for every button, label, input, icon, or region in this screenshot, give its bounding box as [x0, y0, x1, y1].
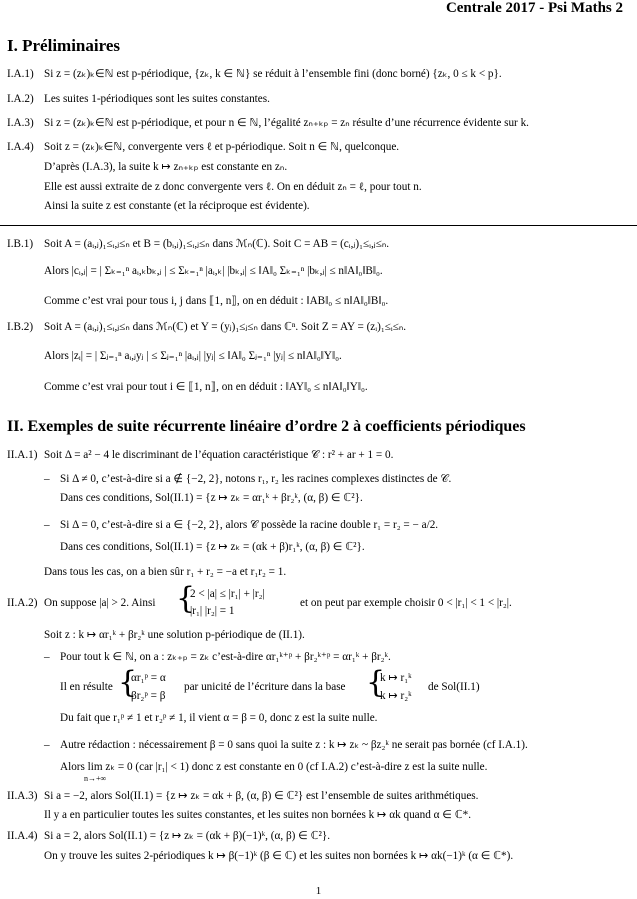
item-text: Soit z = (zₖ)ₖ∈ℕ, convergente vers ℓ et p-périodique. Soit n ∈ ℕ, quelconque.: [44, 141, 400, 153]
item-text: D’après (I.A.3), la suite k ↦ zₙ₊ₖₚ est constante en zₙ.: [44, 161, 288, 173]
item-text: Il en résulte: [60, 681, 113, 693]
formula-text: Alors |cᵢ,ⱼ| = | Σₖ₌₁ⁿ aᵢ,ₖbₖ,ⱼ | ≤ Σₖ₌₁ⁿ |aᵢ,ₖ| |bₖ,ⱼ| ≤ ‖A‖₀ Σₖ₌₁ⁿ |bₖ,ⱼ| ≤ n‖A‖₀‖B‖₀.: [44, 265, 383, 277]
system-line-1: 2 < |a| ≤ |r₁| + |r₂|: [190, 588, 265, 600]
item-text: Dans ces conditions, Sol(II.1) = {z ↦ zₖ = (αk + β)r₁ᵏ, (α, β) ∈ ℂ²}.: [60, 541, 365, 553]
item-text: Ainsi la suite z est constante (et la réciproque est évidente).: [44, 200, 310, 212]
item-text: Si z = (zₖ)ₖ∈ℕ est p-périodique, {zₖ, k ∈ ℕ} se réduit à l’ensemble fini (donc borné) {zₖ, 0 ≤ k < p}.: [44, 68, 502, 80]
item-label: I.A.3): [7, 117, 34, 129]
item-text: Si Δ = 0, c’est-à-dire si a ∈ {−2, 2}, alors 𝒞 possède la racine double r₁ = r₂ = − a/2.: [60, 519, 439, 531]
item-text: Si a = 2, alors Sol(II.1) = {z ↦ zₖ = (αk + β)(−1)ᵏ, (α, β) ∈ ℂ²}.: [44, 830, 331, 842]
item-label: II.A.4): [7, 830, 38, 842]
basis-line-2: k ↦ r₂ᵏ: [380, 690, 412, 702]
page-number: 1: [315, 885, 322, 897]
item-text: Soit A = (aᵢ,ⱼ)₁≤ᵢ,ⱼ≤ₙ et B = (bᵢ,ⱼ)₁≤ᵢ,ⱼ≤ₙ dans ℳₙ(ℂ). Soit C = AB = (cᵢ,ⱼ)₁≤ᵢ,ⱼ≤ₙ.: [44, 238, 390, 250]
item-text: Alors lim zₖ = 0 (car |r₁| < 1) donc z est constante en 0 (cf I.A.2) c’est-à-dire z est la suite nulle.: [60, 761, 488, 773]
item-label: II.A.2): [7, 597, 38, 609]
system-line-2: |r₁| |r₂| = 1: [190, 605, 235, 617]
item-text: On y trouve les suites 2-périodiques k ↦ β(−1)ᵏ (β ∈ ℂ) et les suites non bornées k ↦ αk(−1)ᵏ (α ∈ ℂ*).: [44, 850, 514, 862]
item-text: Autre rédaction : nécessairement β = 0 sans quoi la suite z : k ↦ zₖ ~ βz₂ᵏ ne serait pas bornée (cf I.A.1).: [60, 739, 528, 751]
item-text: Elle est aussi extraite de z donc convergente vers ℓ. On en déduit zₙ = ℓ, pour tout n.: [44, 181, 422, 193]
item-text: Soit z : k ↦ αr₁ᵏ + βr₂ᵏ une solution p-périodique de (II.1).: [44, 629, 305, 641]
bullet-dash: –: [44, 739, 50, 751]
system-line-1: αr₁ᵖ = α: [131, 672, 166, 684]
item-label: II.A.3): [7, 790, 38, 802]
item-text: Si a = −2, alors Sol(II.1) = {z ↦ zₖ = αk + β, (α, β) ∈ ℂ²} est l’ensemble de suites arithmétiques.: [44, 790, 479, 802]
bullet-dash: –: [44, 651, 50, 663]
item-text: Dans tous les cas, on a bien sûr r₁ + r₂ = −a et r₁r₂ = 1.: [44, 566, 287, 578]
basis-line-1: k ↦ r₁ᵏ: [380, 672, 412, 684]
item-text: Du fait que r₁ᵖ ≠ 1 et r₂ᵖ ≠ 1, il vient α = β = 0, donc z est la suite nulle.: [60, 712, 378, 724]
document-header: Centrale 2017 - Psi Maths 2: [445, 0, 623, 16]
formula-text: Alors |zᵢ| = | Σⱼ₌₁ⁿ aᵢ,ⱼyⱼ | ≤ Σⱼ₌₁ⁿ |aᵢ,ⱼ| |yⱼ| ≤ ‖A‖₀ Σⱼ₌₁ⁿ |yⱼ| ≤ n‖A‖₀‖Y‖₀.: [44, 350, 342, 362]
item-text: Dans ces conditions, Sol(II.1) = {z ↦ zₖ = αr₁ᵏ + βr₂ᵏ, (α, β) ∈ ℂ²}.: [60, 492, 363, 504]
item-text: Il y a en particulier toutes les suites constantes, et les suites non bornées k ↦ αk quand α ∈ ℂ*.: [44, 809, 472, 821]
separator-rule: [0, 225, 637, 226]
item-text: Les suites 1-périodiques sont les suites constantes.: [44, 93, 270, 105]
item-text: Si Δ ≠ 0, c’est-à-dire si a ∉ {−2, 2}, notons r₁, r₂ les racines complexes distinctes de 𝒞.: [60, 473, 452, 485]
system-line-2: βr₂ᵖ = β: [131, 690, 166, 702]
item-text: Pour tout k ∈ ℕ, on a : zₖ₊ₚ = zₖ c’est-à-dire αr₁ᵏ⁺ᵖ + βr₂ᵏ⁺ᵖ = αr₁ᵏ + βr₂ᵏ.: [60, 651, 391, 663]
item-text: Si z = (zₖ)ₖ∈ℕ est p-périodique, et pour n ∈ ℕ, l’égalité zₙ₊ₖₚ = zₙ résulte d’une récurrence évidente sur k.: [44, 117, 529, 129]
bullet-dash: –: [44, 519, 50, 531]
item-text: Soit Δ = a² − 4 le discriminant de l’équation caractéristique 𝒞 : r² + ar + 1 = 0.: [44, 449, 394, 461]
item-label: II.A.1): [7, 449, 38, 461]
item-text: par unicité de l’écriture dans la base: [184, 681, 346, 693]
limit-subscript: n→+∞: [84, 774, 107, 783]
item-text: de Sol(II.1): [428, 681, 480, 693]
item-text: et on peut par exemple choisir 0 < |r₁| < 1 < |r₂|.: [300, 597, 512, 609]
item-label: I.A.2): [7, 93, 34, 105]
item-label: I.A.4): [7, 141, 34, 153]
left-brace-icon: {: [366, 665, 386, 700]
item-text: Comme c’est vrai pour tous i, j dans ⟦1, n⟧, on en déduit : ‖AB‖₀ ≤ n‖A‖₀‖B‖₀.: [44, 295, 389, 307]
left-brace-icon: {: [176, 581, 196, 616]
section-title-1: I. Préliminaires: [7, 36, 120, 55]
left-brace-icon: {: [118, 665, 138, 700]
item-text: Comme c’est vrai pour tout i ∈ ⟦1, n⟧, on en déduit : ‖AY‖₀ ≤ n‖A‖₀‖Y‖₀.: [44, 381, 368, 393]
item-text: On suppose |a| > 2. Ainsi: [44, 597, 156, 609]
item-label: I.A.1): [7, 68, 34, 80]
item-label: I.B.1): [7, 238, 34, 250]
bullet-dash: –: [44, 473, 50, 485]
section-title-2: II. Exemples de suite récurrente linéaire d’ordre 2 à coefficients périodiques: [7, 418, 526, 435]
item-text: Soit A = (aᵢ,ⱼ)₁≤ᵢ,ⱼ≤ₙ dans ℳₙ(ℂ) et Y = (yⱼ)₁≤ⱼ≤ₙ dans ℂⁿ. Soit Z = AY = (zᵢ)₁≤ᵢ≤ₙ.: [44, 321, 407, 333]
item-label: I.B.2): [7, 321, 34, 333]
